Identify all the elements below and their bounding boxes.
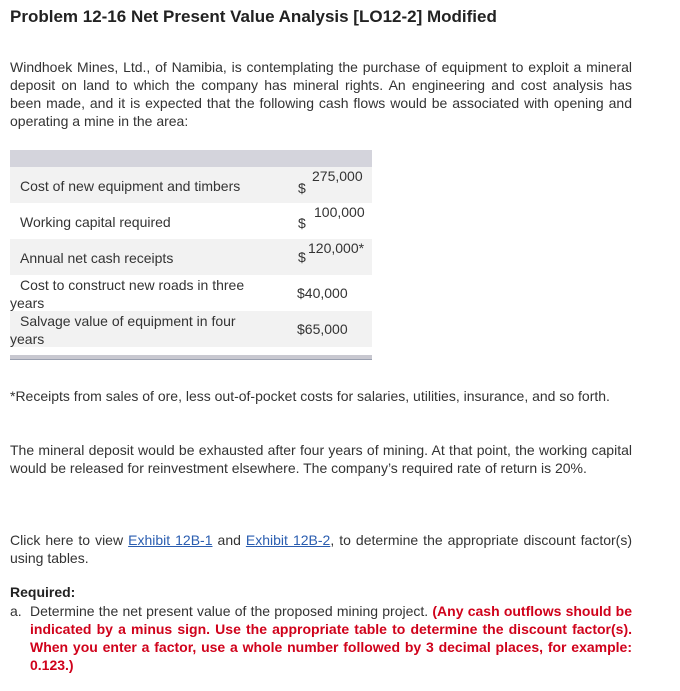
intro-paragraph: Windhoek Mines, Ltd., of Namibia, is contemplating the purchase of equipment to exploit a mineral deposit on land to which the company has mineral rights. An engineering and cost analysis has been made, and it is expected that the following cash flows would be associated with opening and operating a mine in the area: [10, 59, 632, 129]
exhibit-paragraph [10, 531, 632, 567]
row-label: Salvage value of equipment in four [20, 313, 236, 329]
exhibit-middle: and [212, 532, 246, 548]
row-amount: 275,000 [312, 168, 363, 184]
table-row [10, 275, 372, 311]
table-row [10, 203, 372, 239]
requirement-a [10, 602, 632, 674]
requirement-text: Determine the net present value of the proposed mining project. [30, 603, 433, 619]
table-row [10, 311, 372, 347]
row-label-continued: years [10, 331, 45, 347]
footnote: *Receipts from sales of ore, less out-of-pocket costs for salaries, utilities, insurance, and so forth. [10, 388, 610, 404]
row-amount: $65,000 [297, 321, 348, 337]
problem-title: Problem 12-16 Net Present Value Analysis [LO12-2] Modified [10, 7, 497, 26]
table-row [10, 239, 372, 275]
requirement-instruction: (Any cash outflows should be indicated by a minus sign. Use the appropriate table to determine the discount factor(s). When you enter a factor, use a whole number followed by 3 decimal places, for example: 0.123.) [30, 603, 632, 673]
exhibit-suffix: , to determine the appropriate discount factor(s) using tables. [10, 532, 632, 566]
exhibit-12b-1-link[interactable]: Exhibit 12B-1 [128, 532, 213, 548]
row-amount: 100,000 [314, 204, 365, 220]
table-row [10, 167, 372, 203]
row-label: Working capital required [20, 214, 171, 230]
row-dollar-sign: $ [298, 180, 306, 196]
row-dollar-sign: $ [298, 249, 306, 265]
row-label-continued: years [10, 295, 45, 311]
exhibit-prefix: Click here to view [10, 532, 129, 548]
row-label: Cost to construct new roads in three [20, 277, 245, 293]
cash-flow-table [10, 150, 372, 360]
row-dollar-sign: $ [298, 215, 306, 231]
required-heading: Required: [10, 584, 76, 600]
row-amount: $40,000 [297, 285, 348, 301]
table-header-bar [10, 150, 372, 167]
requirement-marker: a. [10, 603, 22, 619]
row-amount: 120,000* [308, 240, 365, 256]
exhaustion-paragraph: The mineral deposit would be exhausted after four years of mining. At that point, the working capital would be released for reinvestment elsewhere. The company’s required rate of return is 20%. [10, 442, 632, 476]
row-label: Cost of new equipment and timbers [20, 178, 241, 194]
exhibit-12b-2-link[interactable]: Exhibit 12B-2 [245, 532, 331, 548]
table-footer-bar [10, 355, 372, 360]
row-label: Annual net cash receipts [20, 250, 174, 266]
